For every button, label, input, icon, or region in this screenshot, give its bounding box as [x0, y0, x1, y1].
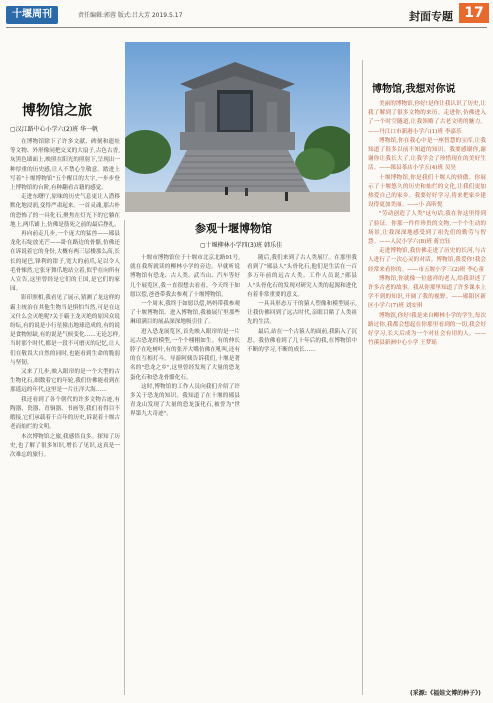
right-item: 走进博物馆,我仿佛走进了历史的长河,与古人进行了一次心灵的对话。博物馆,我爱你!我会经常来看你的。——市五堰小学三(2)班 李心童	[368, 248, 486, 273]
editor-meta: 责任编辑:郭蓉 版式:吕大芳 2019.5.17	[78, 12, 183, 19]
center-paragraph: 最后,站在一个古猿人的面前,我陷入了沉思。我仿佛看到了几十年后的我,在博物馆中不断的学习,不断的成长……	[247, 328, 357, 354]
right-item: 十堰博物馆,你是我们十堰人的骄傲。你展示了十堰悠久的历史和灿烂的文化,让我们更加热爱自己的家乡。我要好好学习,将来把家乡建设得更加美丽。——小 高昕悦	[368, 174, 486, 209]
section-title: 封面专题	[409, 10, 453, 23]
center-paragraph: 这时,博物馆的工作人员向我们介绍了许多关于恐龙的知识。我知道了在十堰的郧县青龙山发现了大量的恐龙蛋化石,被誉为"世界第九大奇迹"。	[130, 383, 240, 418]
column-divider	[124, 220, 125, 695]
left-article-title: 博物馆之旅	[22, 103, 92, 119]
center-article-title: 参观十堰博物馆	[195, 222, 272, 235]
column-divider	[362, 60, 363, 695]
museum-photo	[125, 42, 350, 212]
center-article-col2	[247, 254, 357, 699]
left-paragraph: 走进东曙厅,原味的历史气息更让人潜移默化地浸润,变得严肃起来。一首灵魂,那古朴的恐怖了的一具化石,聚焦在灯光下的它躺在地上,两爪铺上,仿佛是筋死之前的最后挣扎。	[10, 194, 120, 228]
page-number: 17	[459, 3, 489, 23]
right-item: 博物馆,你就像一位慈祥的老人,给我讲述了许多古老的故事。我从你那里知道了许多课本上学不到的知识,开阔了我的视野。——郧阳区新区小学六(7)班 刘安琪	[368, 275, 486, 310]
right-item: 博物馆,你在我心中是一座智慧的宝库,让我知道了很多以前不知道的知识。我要感谢你,谢谢你让我长大了,让我学会了珍惜现在的美好生活。——郧县茶店小学五(4)班 吴昊	[368, 137, 486, 172]
center-paragraph: 进入恐龙展览区,首先映入眼帘的是一片远古恐龙的模型,一个个栩栩如生。有的伸长脖子在吃树叶,有的张开大嘴仿佛在吼叫,还有的在互相打斗。导游阿姨告诉我们,十堰是著名的"恐龙之乡",这里曾经发现了大量的恐龙蛋化石和恐龙骨骼化石。	[130, 328, 240, 381]
right-item: "劳动创造了人类"这句话,我在你这里得到了验证。你那一件件珍贵的文物,一个个生动的场景,让我深深地感受到了祖先们的勤劳与智慧。——人民小学六(8)班 蒋宜钰	[368, 211, 486, 246]
center-article-byline: ▢十堰柳林小学四(3)班 韩乐佳	[200, 242, 283, 249]
left-paragraph: 又来了几步,映入眼帘的是一个大型的古生物化石,细数着它的年轮,我们仿佛能看到在那遥远的年代,这里是一片汪洋大海……	[10, 369, 120, 394]
right-column-body	[368, 100, 486, 680]
center-paragraph: 一个周末,我终于如愿以偿,妈妈带我参观了十堰博物馆。进入博物馆,我被展厅里那些琳琅满目的展品深深地吸引住了。	[130, 301, 240, 326]
center-paragraph: 十堰市博物馆位于十堰市北京北路91号,就在我所就读的柳林小学的旁边。早就听说博物馆有恐龙、古人类、武当山、汽车等好几个展览区,我一直很想去看看。今天终于如愿以偿,爸爸带我去参观了十堰博物馆。	[130, 255, 240, 298]
left-paragraph: 影印照相,我看见了展示,猜测了龙这样的霸主统治在其他生物当是惧怕当然,可是在这又什么会灭绝呢?关于霸王龙灭绝的原因众说纷纭,有的说是小行星撞击地球造成的,有的说是食物短缺,有的说是气候变化……无论怎样,当时那个时代,都是一段不可磨灭的记忆,让人们在敬畏大自然的同时,也能看到生命的脆弱与坚韧。	[10, 295, 120, 366]
center-paragraph: 随后,我们来到了古人类展厅。在那里我看到了"郧县人"头骨化石,他们是生活在一百多万年前的远古人类。工作人员说,"郧县人"头骨化石的发现对研究人类的起源和进化有着非常重要的意义。	[247, 255, 357, 298]
left-paragraph: 本次博物馆之旅,我感悟良多。探知了历史,也了解了很多知识,增长了见识,这真是一次难忘的旅行。	[10, 433, 120, 458]
right-column-footer: (采源:《福娃文博的种子》)	[410, 690, 481, 697]
right-column-title: 博物馆,我想对你说	[372, 84, 456, 95]
left-paragraph: 再向前走几步,一个庞大的猛兽——郧县龙化石绽放光芒——卧在路边的骨骼,仿佛还在诉说着它的身份,大概有两三层楼那么高,长长的尾巴,锋利的钳子,宽大的前爪,足以令人毛骨悚然,它张牙舞爪地站立着,似乎在向所有人宣告,这里曾经是它们的王国,是它们的家园。	[10, 231, 120, 293]
header-rule	[6, 27, 487, 28]
left-article-byline: ▢汉江路中心小学六(2)班 华一帆	[10, 126, 99, 133]
newspaper-logo: 十堰周刊	[6, 6, 58, 24]
masthead	[0, 0, 493, 28]
left-paragraph: 我还看到了各个朝代的许多文物古迹,有陶器、瓷器、青铜器、书画等,我们看得目不暇接,它们承载着千百年的历史,诉说着十堰古老而灿烂的文明。	[10, 396, 120, 431]
center-article-col1	[130, 254, 240, 699]
right-item: 博物馆,你好!我是来自柳林小学的学生,每次路过你,我都会想起在你那里看到的一切,我会好好学习,长大后成为一个对社会有用的人。——竹溪县新洲中心小学 王梦瑶	[368, 312, 486, 347]
right-item: 美丽的博物馆,你好!是你让我认识了历史,让我了解到了很多文物的来历。走进你,仿佛进入了一个时空隧道,让我领略了古老文明的魅力。——丹江口市新港小学六(1)班 李嘉乐	[368, 101, 486, 135]
left-article-body	[10, 138, 120, 698]
left-paragraph: 在博物馆除下了许多文献、碑刻和遗址等文物、外形像同把交叉的大扇子,古色古香,灰黑色墙面上,映照在阳光的照射下,呈现出一种厚重的历史感,让人不禁心生敬意。踏进上写着"十堰博物馆"五个醒目的大字,一步步登上博物馆的台阶,有种翻看古籍的感觉。	[10, 139, 120, 192]
center-paragraph: 一具具形态万千的猿人塑像和模型展示,让我仿佛回到了远古时代,亲眼目睹了人类祖先的生活。	[247, 301, 357, 326]
